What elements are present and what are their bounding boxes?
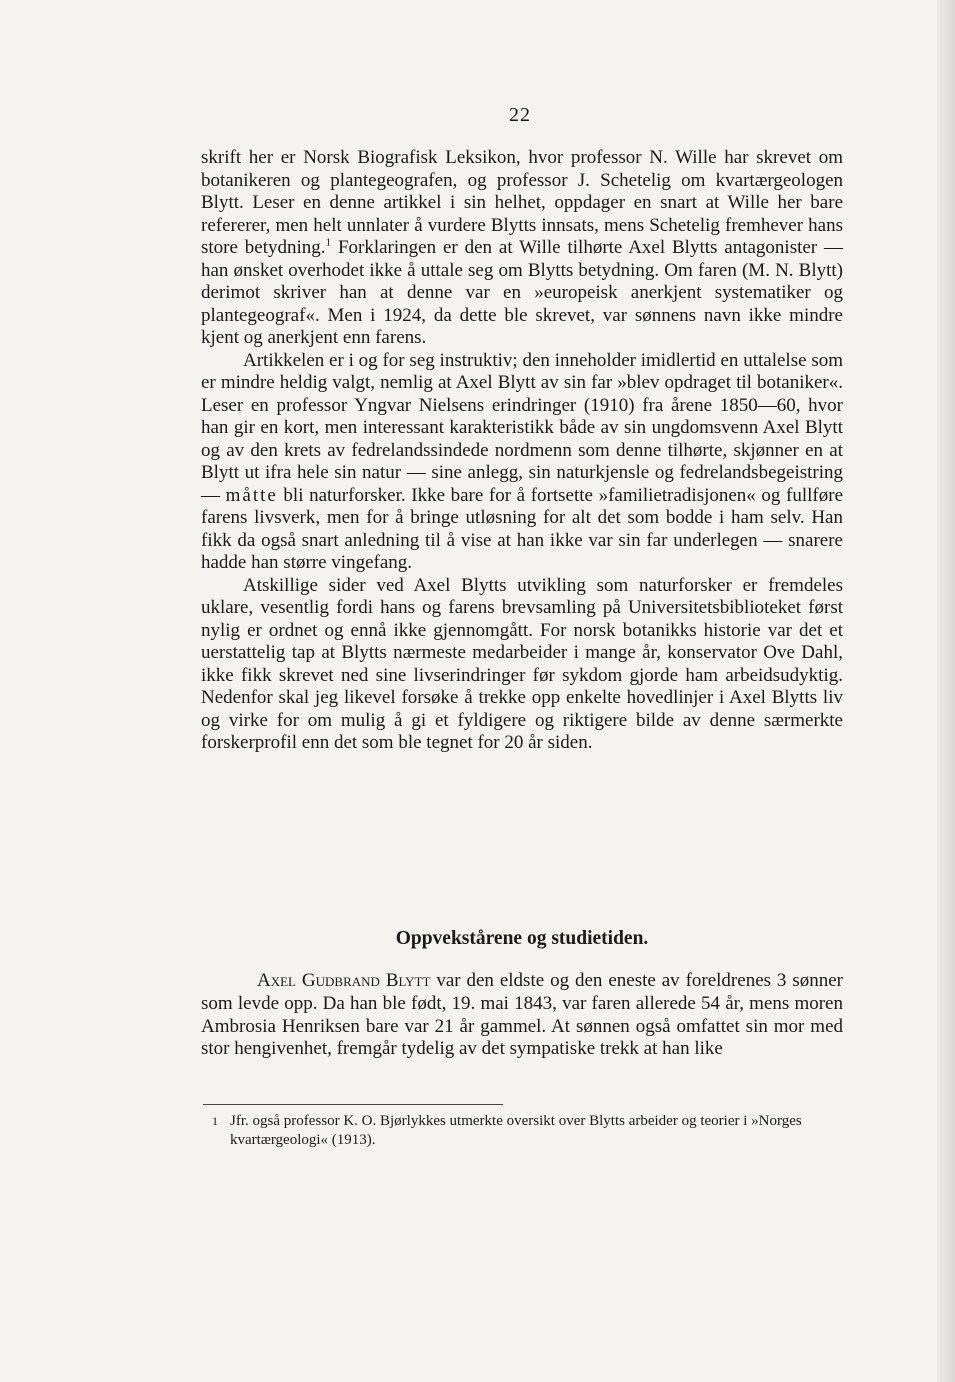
footnote [212, 1112, 850, 1150]
footnote-mark: 1 [212, 1114, 218, 1128]
emphasis-spaced: måtte [225, 484, 278, 506]
body-text [201, 147, 843, 755]
footnote-reference: 1 [325, 236, 332, 249]
paragraph-2 [201, 350, 843, 575]
footnote-divider [203, 1104, 503, 1105]
paragraph-3: Atskillige sider ved Axel Blytts utvikling som naturforsker er fremdeles uklare, vesentlig fordi hans og farens brevsamling på Universitetsbiblioteket først nylig er ordnet og ennå ikke gjennomgått. For norsk botanikks historie var det et uerstattelig tap at Blytts nærmeste medarbeider i mange år, konservator Ove Dahl, ikke fikk skrevet ned sine livserindringer før sykdom gjorde ham arbeidsudyktig. Nedenfor skal jeg likevel forsøke å trekke opp enkelte hovedlinjer i Axel Blytts liv og virke for om mulig å gi et fyldigere og riktigere bilde av denne særmerkte forskerprofil enn det som ble tegnet for 20 år siden. [201, 574, 843, 753]
section-paragraph-text: var den eldste og den eneste av foreldrenes 3 sønner som levde opp. Da han ble født, 19. mai 1843, var faren allerede 54 år, mens moren Ambrosia Henriksen bare var 21 år gammel. At sønnen også omfattet sin mor med stor hengivenhet, fremgår tydelig av det sympatiske trekk at han like [201, 970, 844, 1060]
section-paragraph [201, 970, 843, 1061]
paragraph-2-part-b: bli naturforsker. Ikke bare for å fortsette »familietradisjonen« og fullføre farens livsverk, men for å bringe utløsning for alt det som bodde i ham selv. Han fikk da også snart anledning til å vise at han ikke var sin far underlegen — snarere hadde han større vingefang. [201, 484, 843, 573]
footnote-text: Jfr. også professor K. O. Bjørlykkes utmerkte oversikt over Blytts arbeider og teorier i »Norges kvartærgeologi« (1913). [230, 1113, 802, 1148]
paragraph-1 [201, 147, 843, 350]
person-name: Axel Gudbrand Blytt [257, 970, 431, 991]
page-edge-shadow [937, 0, 955, 1382]
section-text [201, 970, 843, 1061]
page-number: 22 [509, 104, 531, 126]
section-heading: Oppvekstårene og studietiden. [395, 928, 649, 949]
paragraph-2-part-a: Artikkelen er i og for seg instruktiv; den inneholder imidlertid en uttalelse som er mindre heldig valgt, nemlig at Axel Blytt av sin far »blev opdraget til botaniker«. Leser en professor Yngvar Nielsens erindringer (1910) fra årene 1850—60, hvor han gir en kort, men interessant karakteristikk både av sin ungdomsvenn Axel Blytt og av den krets av fedrelandssindede nordmenn som denne tilhørte, skjønner en at Blytt ut ifra hele sin natur — sine anlegg, sin naturkjensle og fedrelandsbegeistring — [201, 349, 843, 506]
paragraph-1-part-b: Forklaringen er den at Wille tilhørte Axel Blytts antagonister — han ønsket overhodet ikke å uttale seg om Blytts betydning. Om faren (M. N. Blytt) derimot skriver han at denne var en »europeisk anerkjent systematiker og plantegeograf«. Men i 1924, da dette ble skrevet, var sønnens navn ikke mindre kjent og anerkjent enn farens. [201, 237, 844, 348]
paragraph-1-part-a: skrift her er Norsk Biografisk Leksikon, hvor professor N. Wille har skrevet om botanikeren og plantegeografen, og professor J. Schetelig om kvartærgeologen Blytt. Leser en denne artikkel i sin helhet, oppdager en snart at Wille her bare refererer, men helt unnlater å vurdere Blytts innsats, mens Schetelig fremhever hans store betydning. [201, 147, 843, 258]
